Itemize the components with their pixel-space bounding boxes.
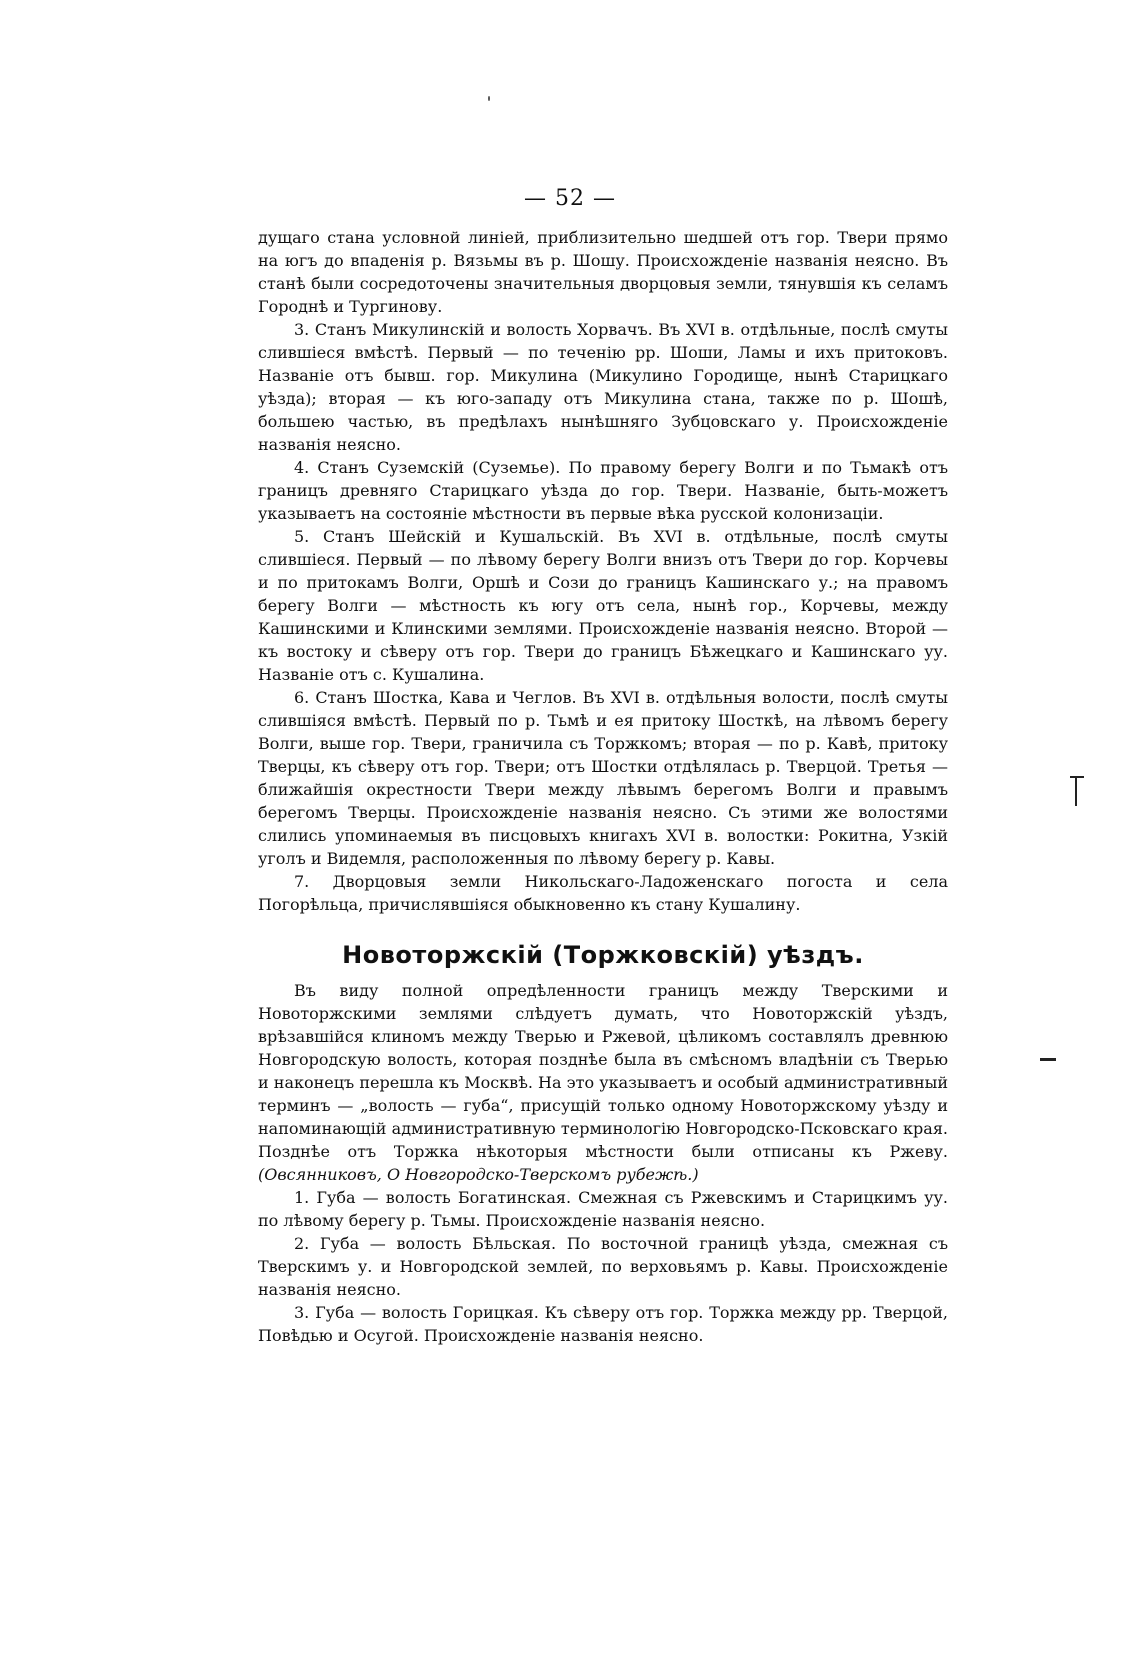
scan-speck — [488, 96, 490, 101]
citation: (Овсянниковъ, О Новгородско-Тверскомъ рубежѣ.) — [258, 1165, 699, 1184]
section-intro — [258, 979, 948, 1186]
paragraph-guba-1: 1. Губа — волость Богатинская. Смежная съ Ржевскимъ и Старицкимъ уу. по лѣвому берегу р. Тьмы. Происхожденіе названія неясно. — [258, 1188, 948, 1230]
margin-mark-upper — [1070, 776, 1084, 778]
text-column — [258, 226, 948, 1347]
section-intro-text: Въ виду полной опредѣленности границъ между Тверскими и Новоторжскими землями слѣдуетъ думать, что Новоторжскій уѣздъ, врѣзавшійся клиномъ между Тверью и Ржевой, цѣликомъ составлялъ древнюю Новгородскую волость, которая позднѣе была въ смѣсномъ владѣніи съ Тверью и наконецъ перешла къ Москвѣ. На это указываетъ и особый административный терминъ — „волость — губа“, присущій только одному Новоторжскому уѣзду и напоминающій административную терминологію Новгородско-Псковскаго края. Позднѣе отъ Торжка нѣкоторыя мѣстности были отписаны къ Ржеву. — [258, 981, 948, 1161]
margin-mark-upper-stem — [1075, 776, 1077, 806]
paragraph-item-5: 5. Станъ Шейскій и Кушальскій. Въ XVI в. отдѣльные, послѣ смуты слившіеся. Первый — по лѣвому берегу Волги внизъ отъ Твери до гор. Корчевы и по притокамъ Волги, Оршѣ и Сози до границъ Кашинскаго у.; на правомъ берегу Волги — мѣстность къ югу отъ села, нынѣ гор., Корчевы, между Кашинскими и Клинскими землями. Происхожденіе названія неясно. Второй — къ востоку и сѣверу отъ гор. Твери до границъ Бѣжецкаго и Кашинскаго уу. Названіе отъ с. Кушалина. — [258, 527, 948, 684]
paragraph-guba-3: 3. Губа — волость Горицкая. Къ сѣверу отъ гор. Торжка между рр. Тверцой, Повѣдью и Осугой. Происхожденіе названія неясно. — [258, 1303, 948, 1345]
page-number: — 52 — — [524, 186, 616, 211]
paragraph-continued: дущаго стана условной линіей, приблизительно шедшей отъ гор. Твери прямо на югъ до впаденія р. Вязьмы въ р. Шошу. Происхожденіе названія неясно. Въ станѣ были сосредоточены значительныя дворцовыя земли, тянувшія къ селамъ Городнѣ и Тургинову. — [258, 228, 948, 316]
paragraph-item-3: 3. Станъ Микулинскій и волость Хорвачъ. Въ XVI в. отдѣльные, послѣ смуты слившіеся вмѣстѣ. Первый — по теченію рр. Шоши, Ламы и ихъ притоковъ. Названіе отъ бывш. гор. Микулина (Микулино Городище, нынѣ Старицкаго уѣзда); вторая — къ юго-западу отъ Микулина стана, также по р. Шошѣ, большею частью, въ предѣлахъ нынѣшняго Зубцовскаго у. Происхожденіе названія неясно. — [258, 320, 948, 454]
margin-mark-lower — [1040, 1058, 1056, 1061]
paragraph-guba-2: 2. Губа — волость Бѣльская. По восточной границѣ уѣзда, смежная съ Тверскимъ у. и Новгородской землей, по верховьямъ р. Кавы. Происхожденіе названія неясно. — [258, 1234, 948, 1299]
paragraph-item-6: 6. Станъ Шостка, Кава и Чеглов. Въ XVI в. отдѣльныя волости, послѣ смуты слившіяся вмѣстѣ. Первый по р. Тьмѣ и ея притоку Шосткѣ, на лѣвомъ берегу Волги, выше гор. Твери, граничила съ Торжкомъ; вторая — по р. Кавѣ, притоку Тверцы, къ сѣверу отъ гор. Твери; отъ Шостки отдѣлялась р. Тверцой. Третья — ближайшія окрестности Твери между лѣвымъ берегомъ Волги и правымъ берегомъ Тверцы. Происхожденіе названія неясно. Съ этими же волостями слились упоминаемыя въ писцовыхъ книгахъ XVI в. волостки: Рокитна, Узкій уголъ и Видемля, расположенныя по лѣвому берегу р. Кавы. — [258, 688, 948, 868]
paragraph-item-4: 4. Станъ Суземскій (Суземье). По правому берегу Волги и по Тьмакѣ отъ границъ древняго Старицкаго уѣзда до гор. Твери. Названіе, быть-можетъ указываетъ на состояніе мѣстности въ первые вѣка русской колонизаціи. — [258, 458, 948, 523]
section-heading: Новоторжскій (Торжковскій) уѣздъ. — [342, 941, 864, 969]
paragraph-item-7: 7. Дворцовыя земли Никольскаго-Ладоженскаго погоста и села Погорѣльца, причислявшіяся обыкновенно къ стану Кушалину. — [258, 872, 948, 914]
